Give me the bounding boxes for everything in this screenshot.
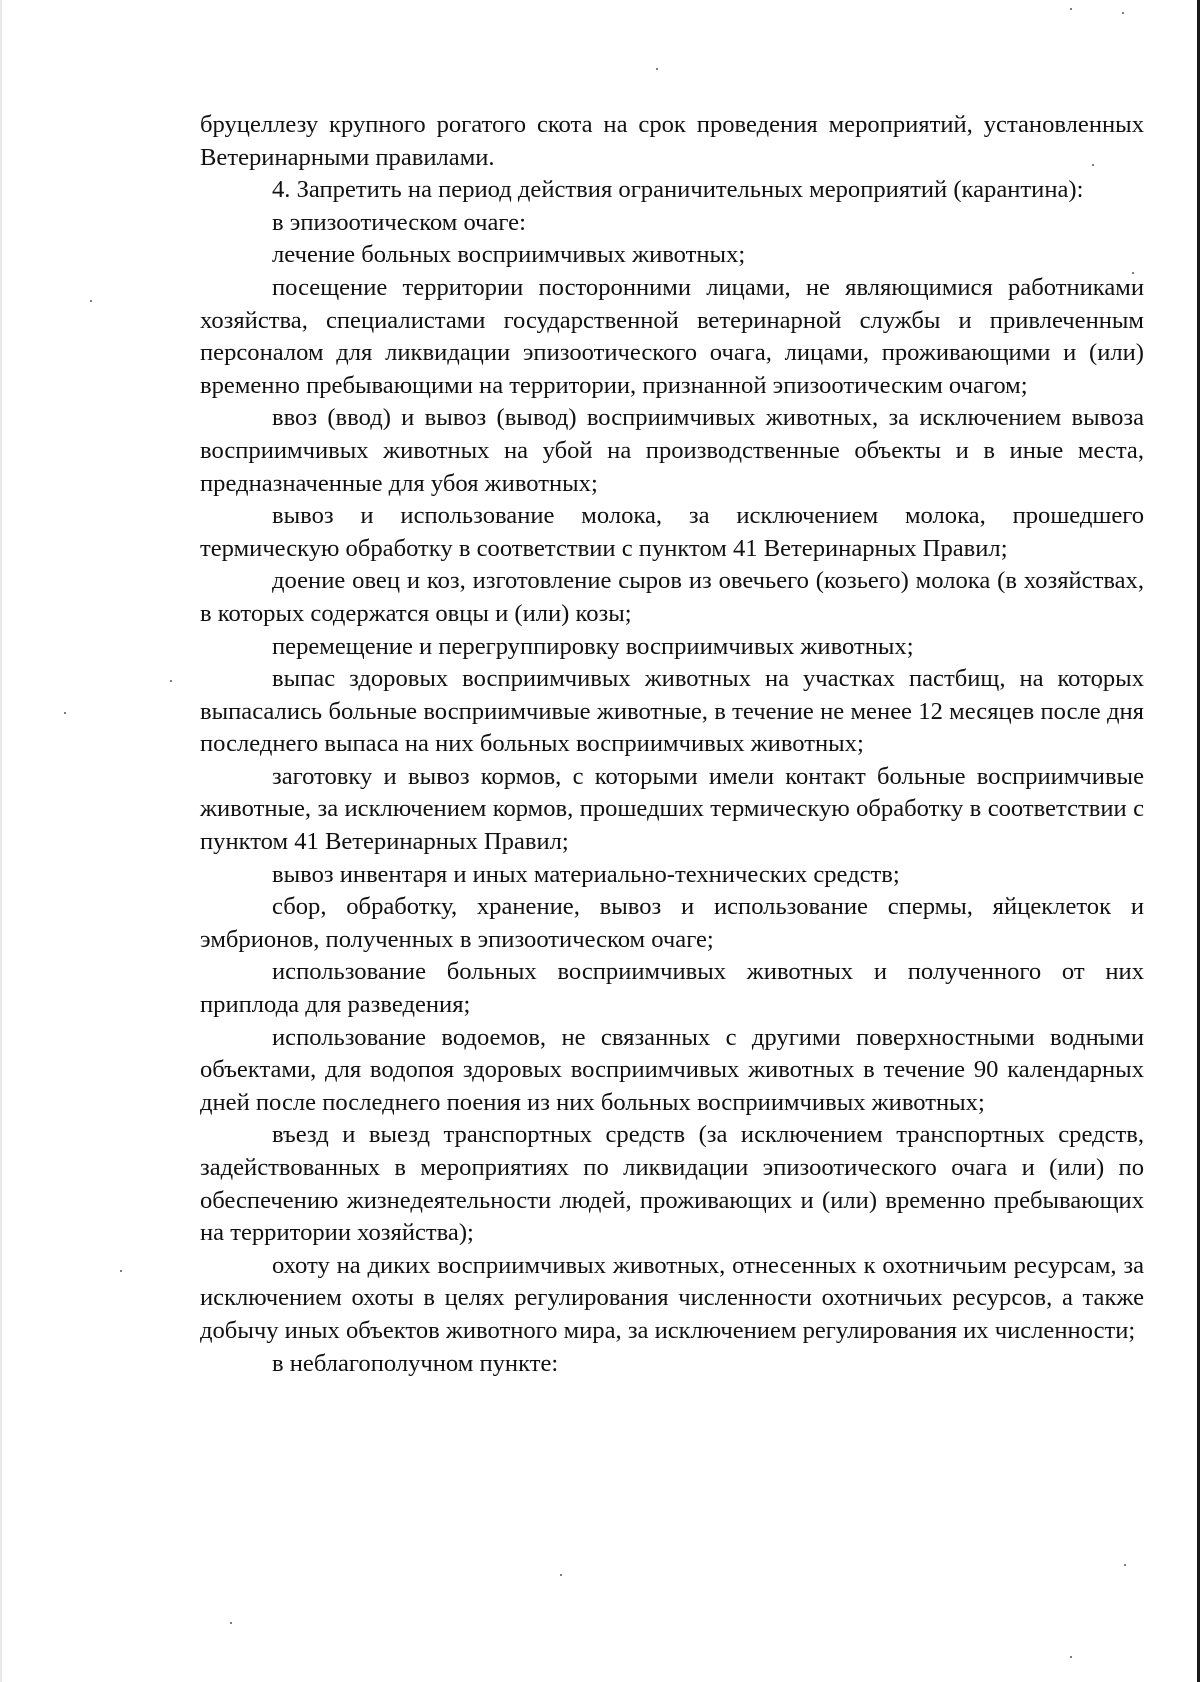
list-item: использование водоемов, не связанных с другими поверхностными водными объектами, для водопоя здоровых восприимчивых животных в течение 90 календарных дней после последнего поения из них больных восприимчивых животных; <box>200 1023 1144 1116</box>
scan-speck <box>90 300 92 302</box>
scan-speck <box>170 680 172 682</box>
scan-speck <box>1070 1656 1072 1658</box>
list-item: вывоз инвентаря и иных материально-технических средств; <box>272 860 900 888</box>
list-item: ввоз (ввод) и вывоз (вывод) восприимчивых животных, за исключением вывоза восприимчивых животных на убой на производственные объекты и в иные места, предназначенные для убоя животных; <box>200 404 1144 497</box>
scan-speck <box>230 1622 232 1624</box>
scan-speck <box>560 1574 562 1576</box>
list-item: использование больных восприимчивых животных и полученного от них приплода для разведения; <box>200 958 1144 1019</box>
scan-speck <box>656 68 658 70</box>
scan-speck <box>1124 1564 1126 1566</box>
list-item: вывоз и использование молока, за исключением молока, прошедшего термическую обработку в соответствии с пунктом 41 Ветеринарных Правил; <box>200 502 1144 562</box>
list-item: охоту на диких восприимчивых животных, отнесенных к охотничьим ресурсам, за исключением охоты в целях регулирования численности охотничьих ресурсов, а также добычу иных объектов животного мира, за исключением регулирования их численности; <box>200 1251 1144 1344</box>
clause-heading: 4. Запретить на период действия ограничительных мероприятий (карантина): <box>272 176 1084 204</box>
sub-heading: в неблагополучном пункте: <box>272 1349 559 1377</box>
body-paragraph: бруцеллезу крупного рогатого скота на срок проведения мероприятий, установленных Ветеринарными правилами. <box>200 111 1144 171</box>
scan-speck <box>120 1270 122 1272</box>
list-item: доение овец и коз, изготовление сыров из овечьего (козьего) молока (в хозяйствах, в которых содержатся овцы и (или) козы; <box>200 567 1144 627</box>
list-item: сбор, обработку, хранение, вывоз и использование спермы, яйцеклеток и эмбрионов, полученных в эпизоотическом очаге; <box>200 893 1144 953</box>
list-item: заготовку и вывоз кормов, с которыми имели контакт больные восприимчивые животные, за исключением кормов, прошедших термическую обработку в соответствии с пунктом 41 Ветеринарных Правил; <box>200 762 1144 856</box>
scan-speck <box>64 712 66 714</box>
list-item: перемещение и перегруппировку восприимчивых животных; <box>272 632 914 660</box>
scan-speck <box>1122 12 1124 14</box>
list-item: въезд и выезд транспортных средств (за исключением транспортных средств, задействованных в мероприятиях по ликвидации эпизоотического очага и (или) по обеспечению жизнедеятельности людей, проживающих и (или) временно пребывающих на территории хозяйства); <box>200 1121 1144 1247</box>
list-item: посещение территории посторонними лицами, не являющимися работниками хозяйства, специалистами государственной ветеринарной службы и привлеченным персоналом для ликвидации эпизоотического очага, лицами, проживающими и (или) временно пребывающими на территории, признанной эпизоотическим очагом; <box>200 273 1144 399</box>
list-item: лечение больных восприимчивых животных; <box>272 241 746 269</box>
list-item: выпас здоровых восприимчивых животных на участках пастбищ, на которых выпасались больные восприимчивые животные, в течение не менее 12 месяцев после дня последнего выпаса на них больных восприимчивых животных; <box>200 665 1144 758</box>
page-left-edge <box>0 0 2 1682</box>
document-body <box>200 109 1144 1380</box>
sub-heading: в эпизоотическом очаге: <box>272 208 526 236</box>
scan-speck <box>1070 8 1072 10</box>
